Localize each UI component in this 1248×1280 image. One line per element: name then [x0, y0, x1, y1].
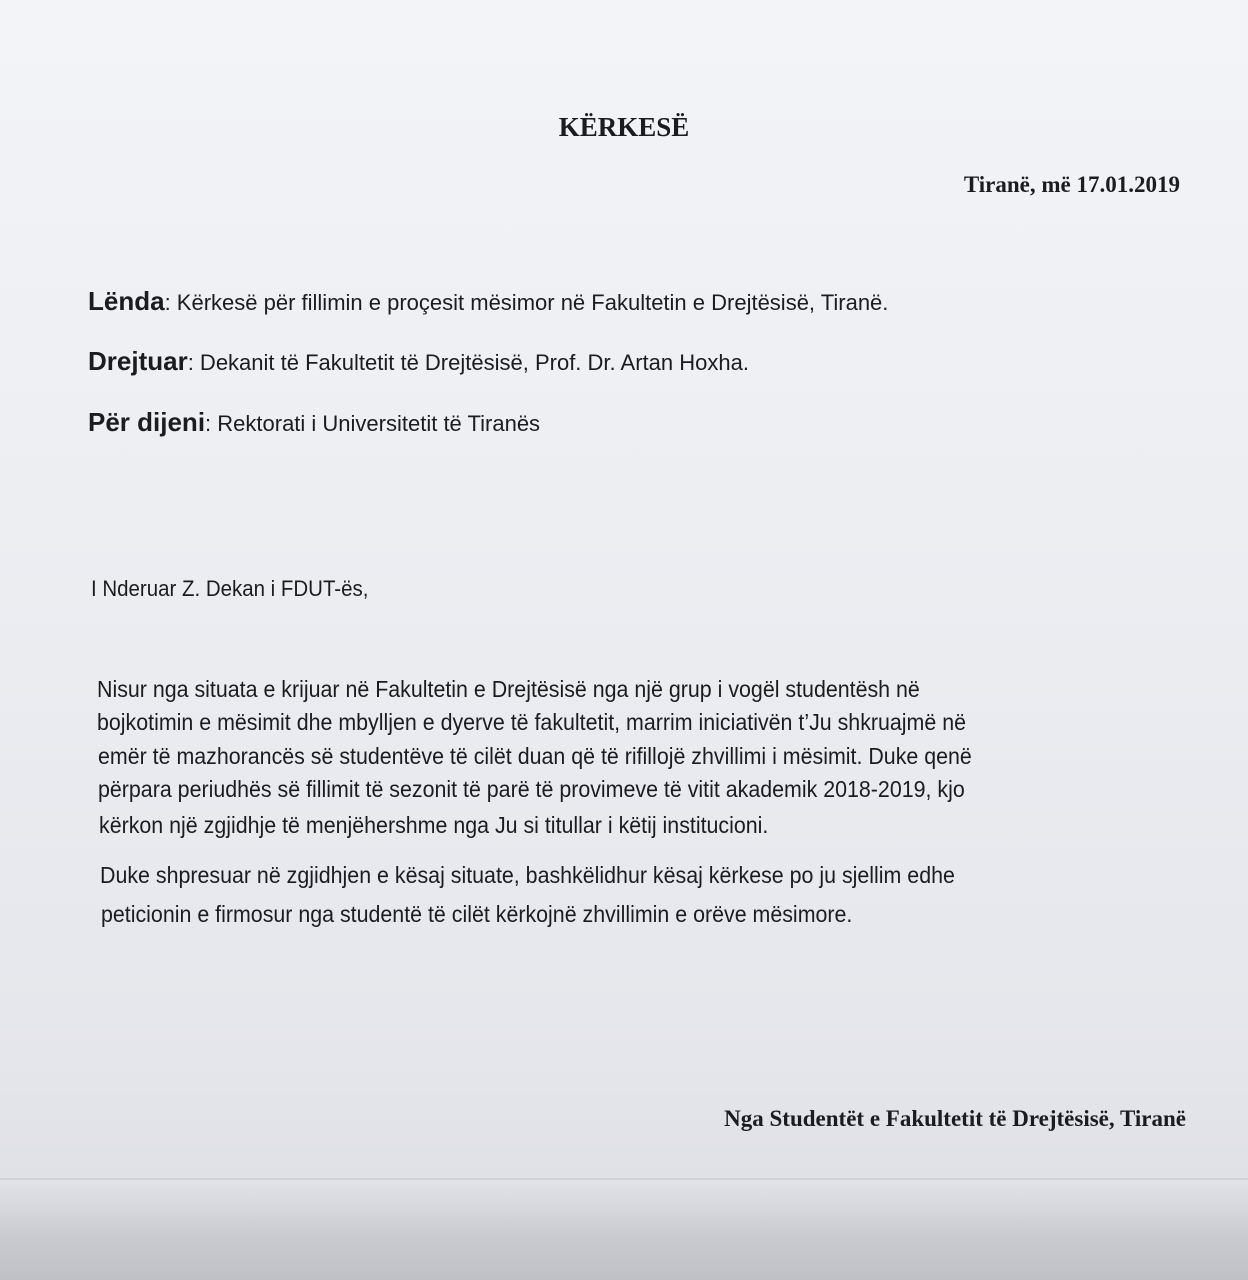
meta-addressed-to: [88, 346, 749, 377]
paragraph-line: bojkotimin e mësimit dhe mbylljen e dyerve të fakultetit, marrim iniciativën t’Ju shkruajmë në: [97, 709, 967, 735]
paragraph-line: Nisur nga situata e krijuar në Fakultetin e Drejtësisë nga një grup i vogël studentësh në: [97, 676, 920, 702]
place-date: Tiranë, më 17.01.2019: [963, 172, 1180, 197]
paragraph-line: përpara periudhës së fillimit të sezonit të parë të provimeve të vitit akademik 2018-2019, kjo: [98, 776, 965, 802]
paper-bottom-shadow: [0, 1180, 1248, 1280]
document-title: KËRKESË: [558, 112, 690, 142]
paper-edge: [0, 1178, 1248, 1180]
meta-value: : Kërkesë për fillimin e proçesit mësimor në Fakultetin e Drejtësisë, Tiranë.: [164, 290, 889, 315]
signature: Nga Studentët e Fakultetit të Drejtësisë, Tiranë: [724, 1106, 1186, 1131]
meta-value: : Dekanit të Fakultetit të Drejtësisë, Prof. Dr. Artan Hoxha.: [187, 350, 749, 375]
meta-label: Drejtuar: [88, 346, 188, 376]
paragraph-line: emër të mazhorancës së studentëve të cilët duan që të rifillojë zhvillimi i mësimit. Duke qenë: [98, 743, 972, 769]
meta-value: : Rektorati i Universitetit të Tiranës: [205, 411, 541, 436]
paragraph-line: kërkon një zgjidhje të menjëhershme nga Ju si titullar i këtij institucioni.: [99, 812, 769, 838]
paragraph-line: peticionin e firmosur nga studentë të cilët kërkojnë zhvillimin e orëve mësimore.: [101, 901, 853, 927]
paragraph-line: Duke shpresuar në zgjidhjen e kësaj situate, bashkëlidhur kësaj kërkese po ju sjellim edhe: [100, 862, 955, 888]
salutation: I Nderuar Z. Dekan i FDUT-ës,: [91, 576, 369, 601]
meta-label: Lënda: [88, 286, 165, 316]
meta-cc: [88, 407, 540, 438]
meta-label: Për dijeni: [88, 407, 206, 437]
meta-subject: [88, 286, 888, 317]
